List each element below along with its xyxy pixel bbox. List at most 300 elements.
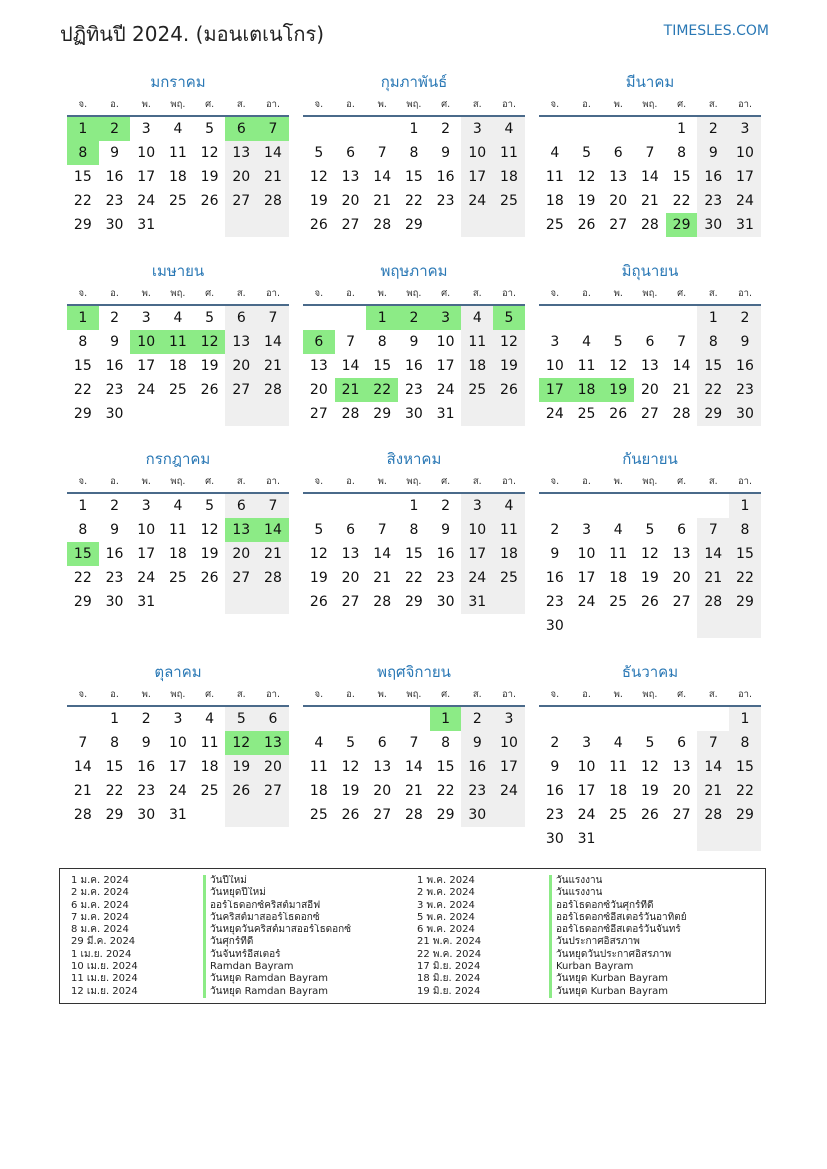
brand-link[interactable]: TIMESLES.COM bbox=[663, 23, 769, 39]
day-cell[interactable]: 14 bbox=[257, 141, 289, 165]
day-cell[interactable]: 3 bbox=[430, 306, 462, 330]
day-cell[interactable]: 1 bbox=[697, 306, 729, 330]
day-cell[interactable]: 7 bbox=[677, 334, 687, 350]
day-cell[interactable]: 18 bbox=[168, 169, 187, 185]
day-cell[interactable]: 7 bbox=[377, 145, 387, 161]
day-cell[interactable]: 24 bbox=[461, 566, 493, 590]
day-cell[interactable]: 4 bbox=[493, 117, 525, 141]
day-cell[interactable]: 13 bbox=[609, 169, 628, 185]
day-cell[interactable]: 17 bbox=[137, 358, 156, 374]
day-cell[interactable]: 30 bbox=[137, 807, 156, 823]
day-cell[interactable]: 10 bbox=[137, 522, 156, 538]
day-cell[interactable]: 14 bbox=[373, 169, 392, 185]
day-cell[interactable]: 5 bbox=[205, 121, 215, 137]
day-cell[interactable]: 27 bbox=[225, 566, 257, 590]
day-cell[interactable]: 20 bbox=[257, 755, 289, 779]
day-cell[interactable]: 17 bbox=[137, 546, 156, 562]
day-cell[interactable]: 30 bbox=[404, 406, 423, 422]
day-cell[interactable]: 17 bbox=[493, 755, 525, 779]
day-cell[interactable]: 31 bbox=[137, 217, 156, 233]
day-cell[interactable]: 23 bbox=[404, 382, 423, 398]
day-cell[interactable]: 14 bbox=[672, 358, 691, 374]
day-cell[interactable]: 4 bbox=[613, 735, 623, 751]
day-cell[interactable]: 21 bbox=[373, 570, 392, 586]
day-cell[interactable]: 12 bbox=[225, 731, 257, 755]
day-cell[interactable]: 8 bbox=[441, 735, 451, 751]
day-cell[interactable]: 21 bbox=[335, 378, 367, 402]
day-cell[interactable]: 2 bbox=[729, 306, 761, 330]
day-cell[interactable]: 27 bbox=[672, 594, 691, 610]
day-cell[interactable]: 11 bbox=[493, 518, 525, 542]
day-cell[interactable]: 12 bbox=[341, 759, 360, 775]
day-cell[interactable]: 27 bbox=[341, 594, 360, 610]
day-cell[interactable]: 2 bbox=[441, 121, 451, 137]
day-cell[interactable]: 3 bbox=[582, 735, 591, 751]
day-cell[interactable]: 4 bbox=[173, 310, 183, 326]
day-cell[interactable]: 11 bbox=[577, 358, 596, 374]
day-cell[interactable]: 6 bbox=[645, 334, 655, 350]
day-cell[interactable]: 26 bbox=[200, 193, 219, 209]
day-cell[interactable]: 6 bbox=[677, 735, 687, 751]
day-cell[interactable]: 28 bbox=[373, 217, 392, 233]
day-cell[interactable]: 7 bbox=[697, 518, 729, 542]
day-cell[interactable]: 24 bbox=[137, 570, 156, 586]
day-cell[interactable]: 9 bbox=[110, 334, 119, 350]
day-cell[interactable]: 21 bbox=[73, 783, 92, 799]
day-cell[interactable]: 8 bbox=[78, 334, 88, 350]
day-cell[interactable]: 31 bbox=[461, 590, 493, 614]
day-cell[interactable]: 28 bbox=[640, 217, 659, 233]
day-cell[interactable]: 10 bbox=[577, 759, 596, 775]
day-cell[interactable]: 29 bbox=[666, 213, 698, 237]
day-cell[interactable]: 22 bbox=[672, 193, 691, 209]
day-cell[interactable]: 4 bbox=[173, 498, 183, 514]
day-cell[interactable]: 29 bbox=[373, 406, 392, 422]
day-cell[interactable]: 25 bbox=[168, 382, 187, 398]
day-cell[interactable]: 7 bbox=[346, 334, 355, 350]
day-cell[interactable]: 15 bbox=[404, 169, 423, 185]
day-cell[interactable]: 11 bbox=[609, 546, 628, 562]
day-cell[interactable]: 28 bbox=[672, 406, 691, 422]
day-cell[interactable]: 13 bbox=[225, 518, 257, 542]
day-cell[interactable]: 19 bbox=[341, 783, 360, 799]
day-cell[interactable]: 2 bbox=[697, 117, 729, 141]
day-cell[interactable]: 12 bbox=[609, 358, 628, 374]
day-cell[interactable]: 31 bbox=[168, 807, 187, 823]
day-cell[interactable]: 8 bbox=[377, 334, 387, 350]
day-cell[interactable]: 30 bbox=[105, 406, 124, 422]
day-cell[interactable]: 7 bbox=[377, 522, 387, 538]
day-cell[interactable]: 21 bbox=[257, 165, 289, 189]
day-cell[interactable]: 16 bbox=[697, 165, 729, 189]
day-cell[interactable]: 26 bbox=[200, 382, 219, 398]
day-cell[interactable]: 8 bbox=[409, 145, 419, 161]
day-cell[interactable]: 30 bbox=[105, 594, 124, 610]
day-cell[interactable]: 5 bbox=[645, 522, 655, 538]
day-cell[interactable]: 18 bbox=[168, 358, 187, 374]
day-cell[interactable]: 30 bbox=[729, 402, 761, 426]
day-cell[interactable]: 23 bbox=[105, 193, 124, 209]
day-cell[interactable]: 17 bbox=[137, 169, 156, 185]
day-cell[interactable]: 16 bbox=[461, 755, 493, 779]
day-cell[interactable]: 28 bbox=[373, 594, 392, 610]
day-cell[interactable]: 9 bbox=[110, 145, 119, 161]
day-cell[interactable]: 5 bbox=[314, 522, 324, 538]
day-cell[interactable]: 12 bbox=[309, 546, 328, 562]
day-cell[interactable]: 30 bbox=[436, 594, 455, 610]
day-cell[interactable]: 24 bbox=[729, 189, 761, 213]
day-cell[interactable]: 25 bbox=[200, 783, 219, 799]
day-cell[interactable]: 18 bbox=[168, 546, 187, 562]
day-cell[interactable]: 16 bbox=[105, 358, 124, 374]
day-cell[interactable]: 2 bbox=[110, 498, 119, 514]
day-cell[interactable]: 7 bbox=[697, 731, 729, 755]
day-cell[interactable]: 26 bbox=[225, 779, 257, 803]
day-cell[interactable]: 22 bbox=[729, 779, 761, 803]
day-cell[interactable]: 5 bbox=[645, 735, 655, 751]
day-cell[interactable]: 18 bbox=[571, 378, 603, 402]
day-cell[interactable]: 20 bbox=[672, 783, 691, 799]
day-cell[interactable]: 1 bbox=[409, 498, 419, 514]
day-cell[interactable]: 9 bbox=[550, 546, 560, 562]
day-cell[interactable]: 9 bbox=[441, 522, 451, 538]
day-cell[interactable]: 4 bbox=[550, 145, 560, 161]
day-cell[interactable]: 12 bbox=[640, 759, 659, 775]
day-cell[interactable]: 15 bbox=[404, 546, 423, 562]
day-cell[interactable]: 25 bbox=[609, 807, 628, 823]
day-cell[interactable]: 1 bbox=[729, 494, 761, 518]
day-cell[interactable]: 19 bbox=[200, 546, 219, 562]
day-cell[interactable]: 13 bbox=[672, 546, 691, 562]
day-cell[interactable]: 25 bbox=[461, 378, 493, 402]
day-cell[interactable]: 13 bbox=[373, 759, 392, 775]
day-cell[interactable]: 6 bbox=[225, 117, 257, 141]
day-cell[interactable]: 1 bbox=[67, 306, 99, 330]
day-cell[interactable]: 22 bbox=[73, 570, 92, 586]
day-cell[interactable]: 6 bbox=[257, 707, 289, 731]
day-cell[interactable]: 27 bbox=[257, 779, 289, 803]
day-cell[interactable]: 19 bbox=[577, 193, 596, 209]
day-cell[interactable]: 10 bbox=[137, 145, 156, 161]
day-cell[interactable]: 26 bbox=[640, 594, 659, 610]
day-cell[interactable]: 1 bbox=[366, 306, 398, 330]
day-cell[interactable]: 9 bbox=[729, 330, 761, 354]
day-cell[interactable]: 25 bbox=[577, 406, 596, 422]
day-cell[interactable]: 26 bbox=[577, 217, 596, 233]
day-cell[interactable]: 18 bbox=[609, 783, 628, 799]
day-cell[interactable]: 23 bbox=[697, 189, 729, 213]
day-cell[interactable]: 22 bbox=[729, 566, 761, 590]
day-cell[interactable]: 31 bbox=[577, 831, 596, 847]
day-cell[interactable]: 16 bbox=[729, 354, 761, 378]
day-cell[interactable]: 25 bbox=[609, 594, 628, 610]
day-cell[interactable]: 13 bbox=[225, 141, 257, 165]
day-cell[interactable]: 22 bbox=[436, 783, 455, 799]
day-cell[interactable]: 19 bbox=[225, 755, 257, 779]
day-cell[interactable]: 11 bbox=[168, 522, 187, 538]
day-cell[interactable]: 20 bbox=[225, 542, 257, 566]
day-cell[interactable]: 4 bbox=[314, 735, 324, 751]
day-cell[interactable]: 16 bbox=[436, 169, 455, 185]
day-cell[interactable]: 29 bbox=[697, 402, 729, 426]
day-cell[interactable]: 28 bbox=[257, 189, 289, 213]
day-cell[interactable]: 27 bbox=[640, 406, 659, 422]
day-cell[interactable]: 24 bbox=[137, 193, 156, 209]
day-cell[interactable]: 17 bbox=[168, 759, 187, 775]
day-cell[interactable]: 28 bbox=[697, 803, 729, 827]
day-cell[interactable]: 10 bbox=[168, 735, 187, 751]
day-cell[interactable]: 29 bbox=[105, 807, 124, 823]
day-cell[interactable]: 21 bbox=[697, 779, 729, 803]
day-cell[interactable]: 4 bbox=[205, 711, 215, 727]
day-cell[interactable]: 22 bbox=[73, 382, 92, 398]
day-cell[interactable]: 10 bbox=[461, 518, 493, 542]
day-cell[interactable]: 23 bbox=[436, 193, 455, 209]
day-cell[interactable]: 8 bbox=[78, 522, 88, 538]
day-cell[interactable]: 14 bbox=[697, 542, 729, 566]
day-cell[interactable]: 29 bbox=[436, 807, 455, 823]
day-cell[interactable]: 23 bbox=[105, 382, 124, 398]
day-cell[interactable]: 29 bbox=[73, 594, 92, 610]
day-cell[interactable]: 25 bbox=[493, 189, 525, 213]
day-cell[interactable]: 3 bbox=[141, 498, 151, 514]
day-cell[interactable]: 14 bbox=[697, 755, 729, 779]
day-cell[interactable]: 12 bbox=[577, 169, 596, 185]
day-cell[interactable]: 29 bbox=[73, 217, 92, 233]
day-cell[interactable]: 12 bbox=[640, 546, 659, 562]
day-cell[interactable]: 8 bbox=[729, 731, 761, 755]
day-cell[interactable]: 14 bbox=[73, 759, 92, 775]
day-cell[interactable]: 13 bbox=[341, 169, 360, 185]
day-cell[interactable]: 9 bbox=[409, 334, 419, 350]
day-cell[interactable]: 19 bbox=[200, 169, 219, 185]
day-cell[interactable]: 16 bbox=[404, 358, 423, 374]
day-cell[interactable]: 22 bbox=[697, 378, 729, 402]
day-cell[interactable]: 7 bbox=[409, 735, 419, 751]
day-cell[interactable]: 2 bbox=[99, 117, 131, 141]
day-cell[interactable]: 16 bbox=[137, 759, 156, 775]
day-cell[interactable]: 15 bbox=[697, 354, 729, 378]
day-cell[interactable]: 30 bbox=[105, 217, 124, 233]
day-cell[interactable]: 17 bbox=[577, 570, 596, 586]
day-cell[interactable]: 1 bbox=[67, 117, 99, 141]
day-cell[interactable]: 6 bbox=[377, 735, 387, 751]
day-cell[interactable]: 10 bbox=[729, 141, 761, 165]
day-cell[interactable]: 13 bbox=[640, 358, 659, 374]
day-cell[interactable]: 12 bbox=[200, 145, 219, 161]
day-cell[interactable]: 15 bbox=[373, 358, 392, 374]
day-cell[interactable]: 20 bbox=[373, 783, 392, 799]
day-cell[interactable]: 20 bbox=[225, 354, 257, 378]
day-cell[interactable]: 3 bbox=[461, 494, 493, 518]
day-cell[interactable]: 28 bbox=[257, 378, 289, 402]
day-cell[interactable]: 26 bbox=[200, 570, 219, 586]
day-cell[interactable]: 22 bbox=[105, 783, 124, 799]
day-cell[interactable]: 9 bbox=[461, 731, 493, 755]
day-cell[interactable]: 5 bbox=[493, 306, 525, 330]
day-cell[interactable]: 6 bbox=[303, 330, 335, 354]
day-cell[interactable]: 24 bbox=[168, 783, 187, 799]
day-cell[interactable]: 5 bbox=[314, 145, 324, 161]
day-cell[interactable]: 31 bbox=[729, 213, 761, 237]
day-cell[interactable]: 23 bbox=[545, 807, 564, 823]
day-cell[interactable]: 14 bbox=[640, 169, 659, 185]
day-cell[interactable]: 9 bbox=[441, 145, 451, 161]
day-cell[interactable]: 12 bbox=[200, 522, 219, 538]
day-cell[interactable]: 20 bbox=[609, 193, 628, 209]
day-cell[interactable]: 24 bbox=[436, 382, 455, 398]
day-cell[interactable]: 26 bbox=[640, 807, 659, 823]
day-cell[interactable]: 10 bbox=[436, 334, 455, 350]
day-cell[interactable]: 16 bbox=[105, 546, 124, 562]
day-cell[interactable]: 11 bbox=[545, 169, 564, 185]
day-cell[interactable]: 11 bbox=[162, 330, 194, 354]
day-cell[interactable]: 26 bbox=[309, 594, 328, 610]
day-cell[interactable]: 1 bbox=[78, 498, 88, 514]
day-cell[interactable]: 6 bbox=[346, 145, 355, 161]
day-cell[interactable]: 15 bbox=[73, 358, 92, 374]
day-cell[interactable]: 19 bbox=[640, 783, 659, 799]
day-cell[interactable]: 19 bbox=[602, 378, 634, 402]
day-cell[interactable]: 15 bbox=[436, 759, 455, 775]
day-cell[interactable]: 18 bbox=[609, 570, 628, 586]
day-cell[interactable]: 2 bbox=[141, 711, 151, 727]
day-cell[interactable]: 26 bbox=[341, 807, 360, 823]
day-cell[interactable]: 17 bbox=[729, 165, 761, 189]
day-cell[interactable]: 5 bbox=[613, 334, 623, 350]
day-cell[interactable]: 4 bbox=[582, 334, 591, 350]
day-cell[interactable]: 10 bbox=[130, 330, 162, 354]
day-cell[interactable]: 28 bbox=[341, 406, 360, 422]
day-cell[interactable]: 1 bbox=[677, 121, 687, 137]
day-cell[interactable]: 20 bbox=[341, 570, 360, 586]
day-cell[interactable]: 15 bbox=[73, 169, 92, 185]
day-cell[interactable]: 24 bbox=[137, 382, 156, 398]
day-cell[interactable]: 11 bbox=[461, 330, 493, 354]
day-cell[interactable]: 10 bbox=[493, 731, 525, 755]
day-cell[interactable]: 19 bbox=[200, 358, 219, 374]
day-cell[interactable]: 9 bbox=[550, 759, 560, 775]
day-cell[interactable]: 18 bbox=[461, 354, 493, 378]
day-cell[interactable]: 2 bbox=[441, 498, 451, 514]
day-cell[interactable]: 1 bbox=[110, 711, 119, 727]
day-cell[interactable]: 2 bbox=[461, 707, 493, 731]
day-cell[interactable]: 8 bbox=[729, 518, 761, 542]
day-cell[interactable]: 20 bbox=[341, 193, 360, 209]
day-cell[interactable]: 14 bbox=[373, 546, 392, 562]
day-cell[interactable]: 27 bbox=[225, 378, 257, 402]
day-cell[interactable]: 29 bbox=[73, 406, 92, 422]
day-cell[interactable]: 11 bbox=[309, 759, 328, 775]
day-cell[interactable]: 7 bbox=[257, 117, 289, 141]
day-cell[interactable]: 21 bbox=[373, 193, 392, 209]
day-cell[interactable]: 21 bbox=[257, 354, 289, 378]
day-cell[interactable]: 17 bbox=[436, 358, 455, 374]
day-cell[interactable]: 29 bbox=[729, 803, 761, 827]
day-cell[interactable]: 5 bbox=[346, 735, 355, 751]
day-cell[interactable]: 12 bbox=[493, 330, 525, 354]
day-cell[interactable]: 5 bbox=[205, 498, 215, 514]
day-cell[interactable]: 11 bbox=[200, 735, 219, 751]
day-cell[interactable]: 28 bbox=[697, 590, 729, 614]
day-cell[interactable]: 13 bbox=[309, 358, 328, 374]
day-cell[interactable]: 12 bbox=[194, 330, 226, 354]
day-cell[interactable]: 24 bbox=[545, 406, 564, 422]
day-cell[interactable]: 28 bbox=[257, 566, 289, 590]
day-cell[interactable]: 24 bbox=[493, 779, 525, 803]
day-cell[interactable]: 15 bbox=[729, 755, 761, 779]
day-cell[interactable]: 16 bbox=[545, 783, 564, 799]
day-cell[interactable]: 7 bbox=[257, 306, 289, 330]
day-cell[interactable]: 23 bbox=[105, 570, 124, 586]
day-cell[interactable]: 30 bbox=[545, 618, 564, 634]
day-cell[interactable]: 27 bbox=[609, 217, 628, 233]
day-cell[interactable]: 4 bbox=[173, 121, 183, 137]
day-cell[interactable]: 17 bbox=[577, 783, 596, 799]
day-cell[interactable]: 21 bbox=[257, 542, 289, 566]
day-cell[interactable]: 13 bbox=[341, 546, 360, 562]
day-cell[interactable]: 18 bbox=[545, 193, 564, 209]
day-cell[interactable]: 17 bbox=[539, 378, 571, 402]
day-cell[interactable]: 25 bbox=[168, 193, 187, 209]
day-cell[interactable]: 3 bbox=[550, 334, 560, 350]
day-cell[interactable]: 12 bbox=[309, 169, 328, 185]
day-cell[interactable]: 7 bbox=[257, 494, 289, 518]
day-cell[interactable]: 24 bbox=[577, 594, 596, 610]
day-cell[interactable]: 4 bbox=[461, 306, 493, 330]
day-cell[interactable]: 29 bbox=[729, 590, 761, 614]
day-cell[interactable]: 13 bbox=[225, 330, 257, 354]
day-cell[interactable]: 30 bbox=[461, 803, 493, 827]
day-cell[interactable]: 20 bbox=[672, 570, 691, 586]
day-cell[interactable]: 8 bbox=[110, 735, 119, 751]
day-cell[interactable]: 20 bbox=[309, 382, 328, 398]
day-cell[interactable]: 21 bbox=[672, 382, 691, 398]
day-cell[interactable]: 29 bbox=[404, 217, 423, 233]
day-cell[interactable]: 21 bbox=[404, 783, 423, 799]
day-cell[interactable]: 21 bbox=[697, 566, 729, 590]
day-cell[interactable]: 19 bbox=[493, 354, 525, 378]
day-cell[interactable]: 24 bbox=[577, 807, 596, 823]
day-cell[interactable]: 29 bbox=[404, 594, 423, 610]
day-cell[interactable]: 6 bbox=[613, 145, 623, 161]
day-cell[interactable]: 9 bbox=[110, 522, 119, 538]
day-cell[interactable]: 15 bbox=[67, 542, 99, 566]
day-cell[interactable]: 14 bbox=[257, 330, 289, 354]
day-cell[interactable]: 19 bbox=[309, 193, 328, 209]
day-cell[interactable]: 5 bbox=[225, 707, 257, 731]
day-cell[interactable]: 22 bbox=[366, 378, 398, 402]
day-cell[interactable]: 2 bbox=[398, 306, 430, 330]
day-cell[interactable]: 9 bbox=[141, 735, 151, 751]
day-cell[interactable]: 22 bbox=[73, 193, 92, 209]
day-cell[interactable]: 8 bbox=[677, 145, 687, 161]
day-cell[interactable]: 5 bbox=[582, 145, 591, 161]
day-cell[interactable]: 19 bbox=[309, 570, 328, 586]
day-cell[interactable]: 31 bbox=[137, 594, 156, 610]
day-cell[interactable]: 11 bbox=[168, 145, 187, 161]
day-cell[interactable]: 28 bbox=[73, 807, 92, 823]
day-cell[interactable]: 25 bbox=[493, 566, 525, 590]
day-cell[interactable]: 22 bbox=[404, 570, 423, 586]
day-cell[interactable]: 4 bbox=[493, 494, 525, 518]
day-cell[interactable]: 1 bbox=[729, 707, 761, 731]
day-cell[interactable]: 25 bbox=[168, 570, 187, 586]
day-cell[interactable]: 19 bbox=[640, 570, 659, 586]
day-cell[interactable]: 13 bbox=[672, 759, 691, 775]
day-cell[interactable]: 6 bbox=[225, 306, 257, 330]
day-cell[interactable]: 18 bbox=[493, 542, 525, 566]
